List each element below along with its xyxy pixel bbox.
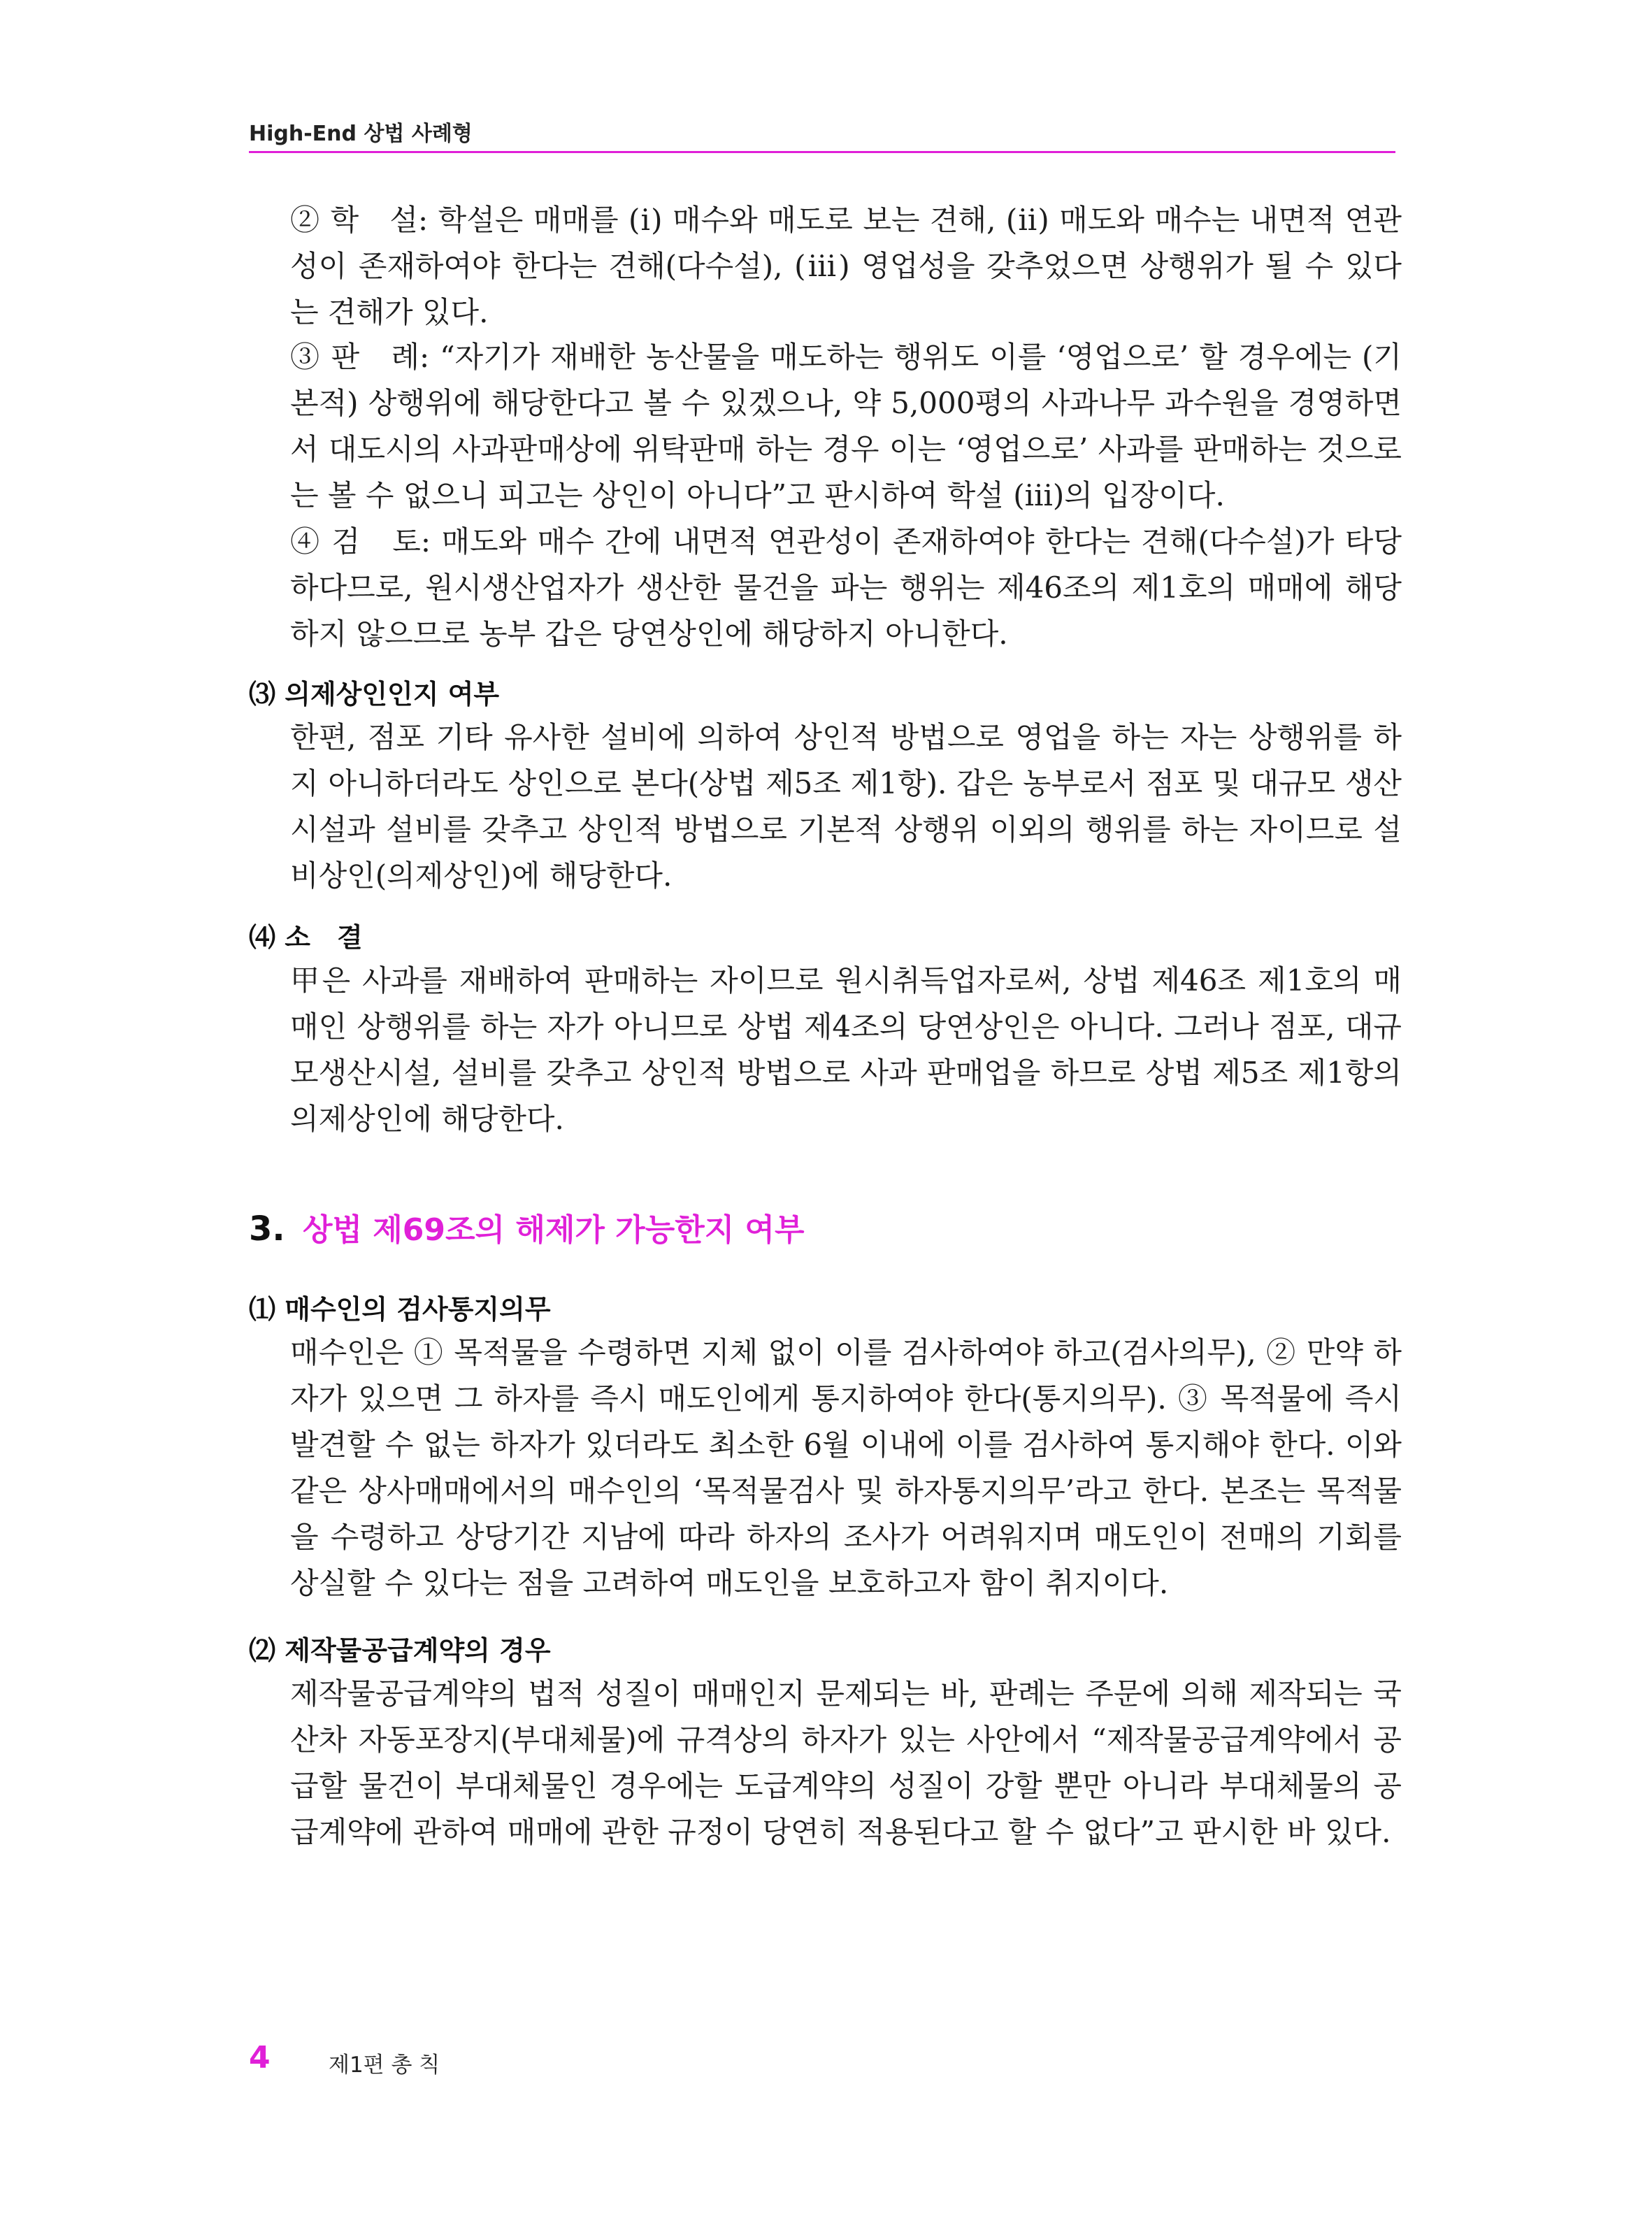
page-number: 4 <box>249 2040 271 2076</box>
opinion-item-review <box>290 519 1402 657</box>
subheading-manufacture-supply: ⑵ 제작물공급계약의 경우 <box>249 1635 551 1666</box>
item-text: 매도와 매수 간에 내면적 연관성이 존재하여야 한다는 견해(다수설)가 타당하다므로, 원시생산업자가 생산한 물건을 파는 행위는 제46조의 제1호의 매매에 해당하지 않으므로 농부 갑은 당연상인에 해당하지 아니한다. <box>290 524 1402 651</box>
opinion-item-theory <box>290 197 1402 336</box>
paragraph-conclusion: 甲은 사과를 재배하여 판매하는 자이므로 원시취득업자로써, 상법 제46조 제1호의 매매인 상행위를 하는 자가 아니므로 상법 제4조의 당연상인은 아니다. 그러나 점포, 대규모생산시설, 설비를 갖추고 상인적 방법으로 사과 판매업을 하므로 상법 제5조 제1항의 의제상인에 해당한다. <box>290 963 1402 1136</box>
running-header: High-End 상법 사례형 <box>249 122 473 146</box>
paragraph-manufacture-supply: 제작물공급계약의 법적 성질이 매매인지 문제되는 바, 판례는 주문에 의해 제작되는 국산차 자동포장지(부대체물)에 규격상의 하자가 있는 사안에서 “제작물공급계약에서 공급할 물건이 부대체물인 경우에는 도급계약의 성질이 강할 뿐만 아니라 부대체물의 공급계약에 관하여 매매에 관한 규정이 당연히 적용된다고 할 수 없다”고 판시한 바 있다. <box>290 1676 1402 1849</box>
item-text: 학설은 매매를 (ⅰ) 매수와 매도로 보는 견해, (ⅱ) 매도와 매수는 내면적 연관성이 존재하여야 한다는 견해(다수설), (ⅲ) 영업성을 갖추었으면 상행위가 될 수 있다는 견해가 있다. <box>290 203 1402 329</box>
item-text: “자기가 재배한 농산물을 매도하는 행위도 이를 ‘영업으로’ 할 경우에는 (기본적) 상행위에 해당한다고 볼 수 있겠으나, 약 5,000평의 사과나무 과수원을 경영하면서 대도시의 사과판매상에 위탁판매 하는 경우 이는 ‘영업으로’ 사과를 판매하는 것으로는 볼 수 없으니 피고는 상인이 아니다”고 판시하여 학설 (ⅲ)의 입장이다. <box>290 340 1402 512</box>
paragraph-inspection-duty: 매수인은 ① 목적물을 수령하면 지체 없이 이를 검사하여야 하고(검사의무), ② 만약 하자가 있으면 그 하자를 즉시 매도인에게 통지하여야 한다(통지의무). ③ 목적물에 즉시 발견할 수 없는 하자가 있더라도 최소한 6월 이내에 이를 검사하여 통지해야 한다. 이와 같은 상사매매에서의 매수인의 ‘목적물검사 및 하자통지의무’라고 한다. 본조는 목적물을 수령하고 상당기간 지남에 따라 하자의 조사가 어려워지며 매도인이 전매의 기회를 상실할 수 있다는 점을 고려하여 매도인을 보호하고자 함이 취지이다. <box>290 1335 1402 1600</box>
section-number: 3. <box>249 1209 285 1249</box>
footer-chapter: 제1편 총 칙 <box>329 2053 440 2078</box>
item-label: ④ 검 토: <box>290 524 431 559</box>
subheading-inspection-duty: ⑴ 매수인의 검사통지의무 <box>249 1294 551 1325</box>
item-label: ② 학 설: <box>290 203 429 237</box>
item-label: ③ 판 례: <box>290 340 430 374</box>
section-title-text: 상법 제69조의 해제가 가능한지 여부 <box>302 1212 805 1248</box>
subheading-deemed-merchant: ⑶ 의제상인인지 여부 <box>249 679 500 710</box>
subheading-conclusion: ⑷ 소 결 <box>249 922 363 953</box>
opinion-item-precedent <box>290 334 1402 519</box>
header-divider <box>249 151 1395 153</box>
section-3-title <box>249 1205 805 1249</box>
paragraph-deemed-merchant: 한편, 점포 기타 유사한 설비에 의하여 상인적 방법으로 영업을 하는 자는 상행위를 하지 아니하더라도 상인으로 본다(상법 제5조 제1항). 갑은 농부로서 점포 및 대규모 생산시설과 설비를 갖추고 상인적 방법으로 기본적 상행위 이외의 행위를 하는 자이므로 설비상인(의제상인)에 해당한다. <box>290 720 1402 893</box>
